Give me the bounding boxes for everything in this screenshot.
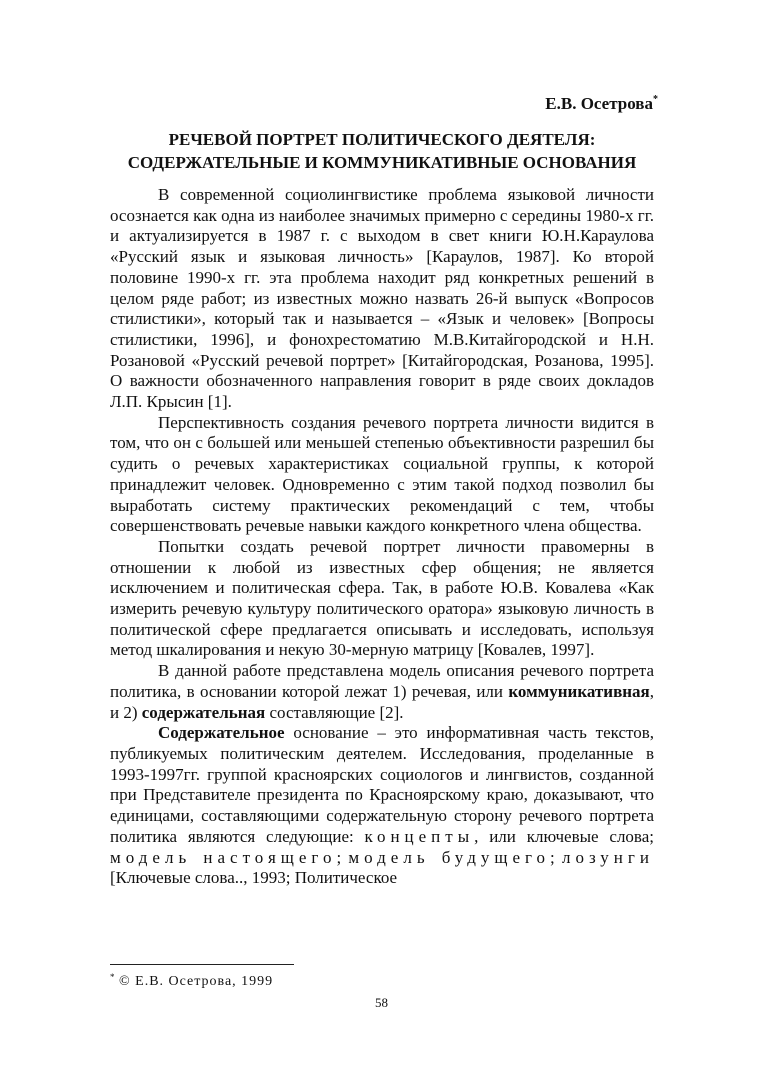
- spaced-term-slogans: лозунги: [561, 847, 654, 867]
- paragraph-3: Попытки создать речевой портрет личности правомерны в отношении к любой из известных сфер общения; не является исключением и политическая сфера. Так, в работе Ю.В. Ковалева «Как измерить речевую культуру политического оратора» языковую личность в политической сфере предлагается описывать и исследовать, используя метод шкалирования и некую 30-мерную матрицу [Ковалев, 1997].: [110, 536, 654, 660]
- paragraph-5: Содержательное основание – это информативная часть текстов, публикуемых политическим деятелем. Исследования, проделанные в 1993-1997гг. группой красноярских социологов и лингвистов, созданной при Представителе президента по Красноярскому краю, доказывают, что единицами, составляющими содержательную сторону речевого портрета политика являются следующие: концепты, или ключевые слова; модель настоящего; модель будущего; лозунги [Ключевые слова.., 1993; Политическое: [110, 723, 654, 888]
- title-line-2: СОДЕРЖАТЕЛЬНЫЕ И КОММУНИКАТИВНЫЕ ОСНОВАНИЯ: [127, 153, 637, 172]
- paragraph-1: В современной социолингвистике проблема языковой личности осознается как одна из наиболее значимых примерно с середины 1980-х гг. и актуализируется в 1987 г. с выходом в свет книги Ю.Н.Караулова «Русский язык и языковая личность» [Караулов, 1987]. Ко второй половине 1990-х гг. эта проблема находит ряд конкретных решений в целом ряде работ; из известных можно назвать 26-й выпуск «Вопросов стилистики», который так и называется – «Язык и человек» [Вопросы стилистики, 1996], и фонохрестоматию М.В.Китайгородской и Н.Н. Розановой «Русский речевой портрет» [Китайгородская, Розанова, 1995]. О важности обозначенного направления говорит в ряде своих докладов Л.П. Крысин [1].: [110, 185, 655, 412]
- footnote-mark: *: [110, 972, 115, 982]
- footnote: [110, 972, 273, 990]
- author-name: Е.В. Осетрова*: [545, 94, 658, 113]
- paragraph-4: В данной работе представлена модель описания речевого портрета политика, в основании которой лежат 1) речевая, или коммуникативная, и 2) содержательная составляющие [2].: [110, 661, 654, 722]
- article-title: [110, 128, 654, 174]
- footnote-text: © Е.В. Осетрова, 1999: [119, 974, 274, 989]
- spaced-term-concepts: концепты: [364, 826, 475, 846]
- bold-term-content: содержательная: [141, 702, 266, 722]
- bold-term-communicative: коммуникативная: [508, 681, 650, 701]
- title-line-1: РЕЧЕВОЙ ПОРТРЕТ ПОЛИТИЧЕСКОГО ДЕЯТЕЛЯ:: [168, 130, 596, 149]
- author-footnote-mark: *: [653, 94, 658, 105]
- spaced-term-model-future: модель будущего: [348, 847, 551, 867]
- article-body: [110, 185, 654, 889]
- bold-term-content-basis: Содержательное: [158, 723, 285, 743]
- paragraph-2: Перспективность создания речевого портрета личности видится в том, что он с большей или меньшей степенью объективности разрешил бы судить о речевых характеристиках социальной группы, к которой принадлежит человек. Одновременно с этим такой подход позволил бы выработать систему практических рекомендаций с тем, чтобы совершенствовать речевые навыки каждого конкретного члена общества.: [110, 412, 654, 536]
- page-number: 58: [375, 995, 388, 1010]
- footnote-divider: [110, 964, 294, 965]
- spaced-term-model-present: модель настоящего: [110, 847, 337, 867]
